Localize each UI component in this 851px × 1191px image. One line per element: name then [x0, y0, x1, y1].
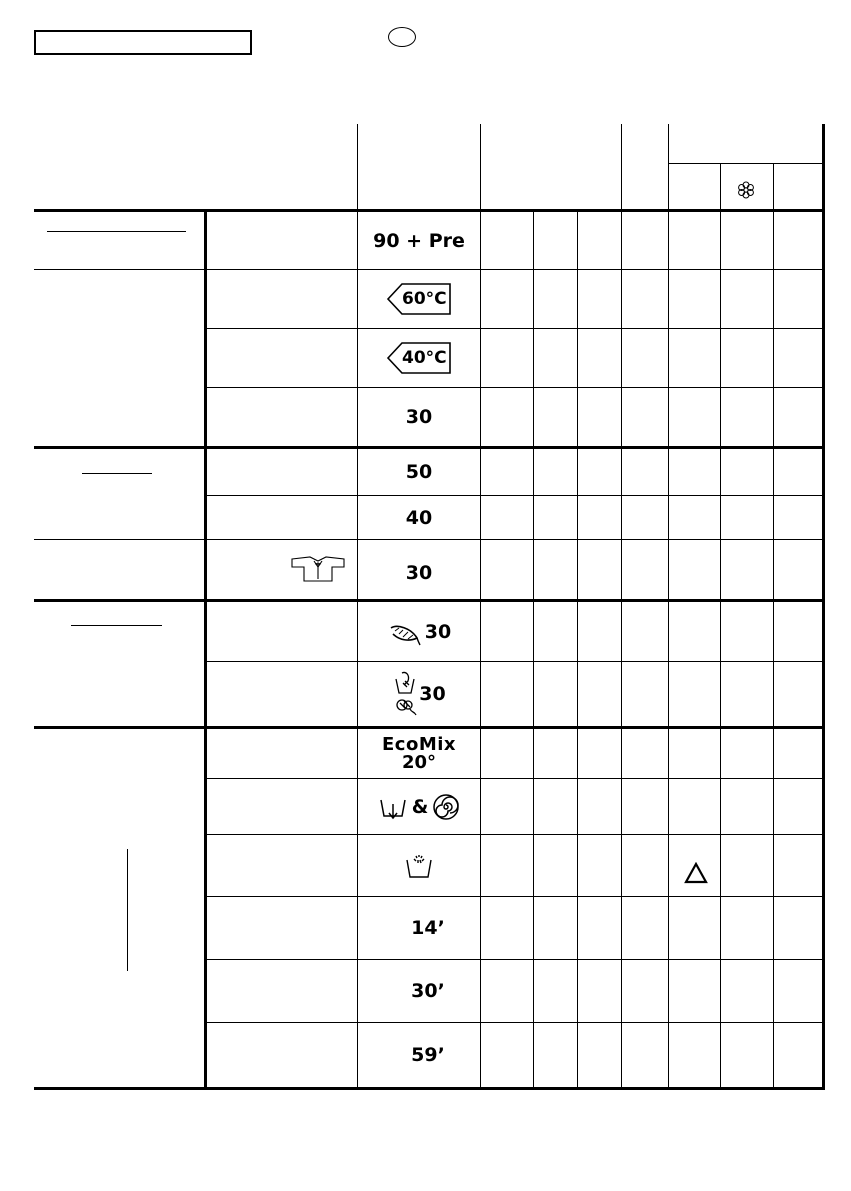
language-badge [388, 27, 416, 47]
handwash-icon [392, 669, 418, 719]
table-bottom-border [34, 1087, 825, 1090]
col-sep-thick [204, 210, 207, 1090]
drain-icon [378, 792, 408, 822]
row-sep [204, 387, 825, 388]
row-sep [204, 1022, 825, 1023]
row-sep [204, 896, 825, 897]
program-cell-8 [358, 602, 480, 661]
program-label: 30’ [411, 980, 445, 1002]
program-label: 30 [419, 683, 446, 705]
program-label: 40 [405, 506, 433, 529]
program-label: 50 [405, 461, 433, 483]
program-cell-2 [358, 270, 480, 328]
program-cell-11 [358, 779, 480, 834]
flower-icon [736, 180, 756, 200]
program-label: 30 [405, 561, 433, 584]
temperature-label: 40°C [402, 348, 447, 368]
temperature-tag-60 [386, 282, 452, 316]
category-underline [47, 231, 186, 232]
header-box [34, 30, 252, 55]
shirt-icon [288, 555, 348, 583]
program-label: 30 [405, 406, 433, 428]
program-label: 59’ [411, 1044, 445, 1066]
spin-icon [432, 793, 460, 821]
program-label: 30 [424, 620, 452, 643]
header-subline [668, 163, 822, 164]
program-cell-15 [358, 1023, 480, 1087]
triangle-warning-icon [684, 862, 708, 884]
col-sep [577, 210, 578, 1090]
program-cell-4 [358, 388, 480, 446]
ecomix-label: EcoMix [381, 733, 457, 755]
row-sep [204, 661, 825, 662]
program-cell-13 [358, 897, 480, 959]
ampersand: & [411, 795, 429, 818]
row-sep [204, 834, 825, 835]
program-cell-7 [358, 540, 480, 599]
program-cell-10 [358, 729, 480, 778]
program-label: 14’ [411, 917, 445, 939]
rinse-icon [404, 852, 434, 880]
program-cell-5 [358, 449, 480, 495]
col-sep [533, 210, 534, 1090]
col-sep [720, 164, 721, 1090]
col-sep [773, 164, 774, 1090]
category-underline [71, 625, 162, 626]
program-cell-12 [358, 835, 480, 896]
ecomix-temperature: 20° [401, 751, 437, 773]
bracket-line [127, 849, 128, 971]
wool-feather-icon [387, 622, 421, 646]
category-underline [82, 473, 152, 474]
row-sep [204, 495, 825, 496]
program-label: 90 + Pre [373, 229, 465, 252]
temperature-tag-40 [386, 341, 452, 375]
program-cell-14 [358, 960, 480, 1022]
row-sep [204, 959, 825, 960]
row-sep [204, 328, 825, 329]
temperature-label: 60°C [402, 289, 447, 309]
program-cell-1 [358, 212, 480, 269]
program-cell-6 [358, 496, 480, 539]
row-sep [204, 778, 825, 779]
program-cell-9 [358, 662, 480, 726]
program-cell-3 [358, 329, 480, 387]
